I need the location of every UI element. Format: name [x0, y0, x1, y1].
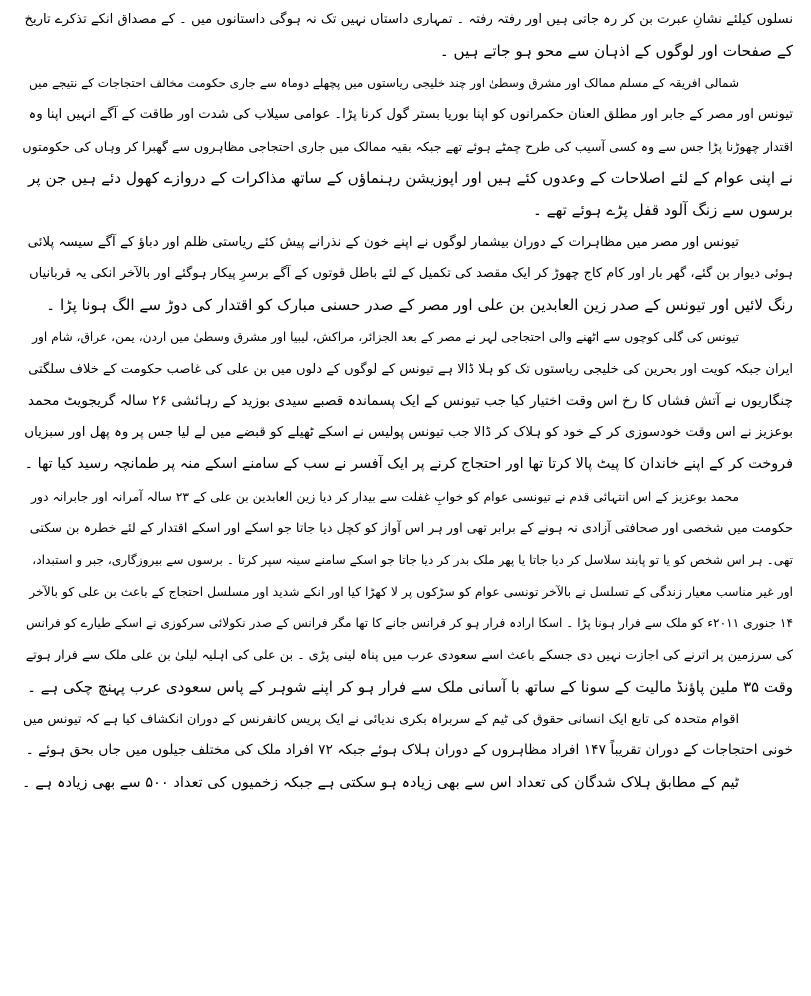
text-line: تیونس اور مصر میں مظاہرات کے دوران بیشمار لوگوں نے اپنے خون کے نذرانے پیش کئے ریاستی ظلم اور دباؤ کے آگے سیسہ پلائی	[27, 234, 739, 250]
text-line: حکومت میں شخصی اور صحافتی آزادی نہ ہونے کے برابر تھی اور ہر اس آواز کو کچل دیا جاتا جو اسکے اور اسکے اقتدار کے لئے خطرہ بن سکتی	[29, 520, 793, 536]
text-line: رنگ لائیں اور تیونس کے صدر زین العابدین بن علی اور مصر کے صدر حسنی مبارک کو اقتدار کی دوڑ سے الگ ہونا پڑا ۔	[46, 296, 793, 315]
text-line: نے اپنی عوام کے لئے اصلاحات کے وعدوں کئے ہیں اور اپوزیشن رہنماؤں کے ساتھ مذاکرات کے دروازے کھول دئے ہیں جن پر	[28, 168, 793, 187]
text-line: شمالی افریقہ کے مسلم ممالک اور مشرق وسطیٰ اور چند خلیجی ریاستوں میں پچھلے دوماہ سے جاری حکومت مخالف احتجاجات کے نتیجے میں	[29, 75, 739, 90]
text-line: وقت ۳۵ ملین پاؤنڈ مالیت کے سونا کے ساتھ با آسانی ملک سے فرار ہو کر اپنے شوہر کے پاس سعودی عرب پہنچ چکی ہے ۔	[27, 677, 793, 696]
text-line: محمد بوعزیز کے اس انتہائی قدم نے تیونسی عوام کو خوابِ غفلت سے بیدار کر دیا زین العابدین بن علی کے ۲۳ سالہ آمرانہ اور جابرانہ دور	[31, 488, 739, 504]
text-line: فروخت کر کے اپنے خاندان کا پیٹ پالا کرتا تھا اور احتجاج کرنے پر ایک آفسر نے سب کے سامنے اسکے منہ پر طمانچہ رسید کیا تھا ۔	[24, 456, 793, 473]
text-line: اقوام متحدہ کی تابع ایک انسانی حقوق کی ٹیم کے سربراہ بکری ندیائی نے ایک پریس کانفرنس کے دوران انکشاف کیا ہے کہ تیونس میں	[22, 711, 739, 727]
text-line: تھی۔ ہر اس شخص کو یا تو پابند سلاسل کر دیا جاتا یا پھر ملک بدر کر دیا جاتا جو اسکے سامنے سینہ سپر کرتا ۔ برسوں سے بیروزگاری، جبر و استبداد،	[32, 552, 793, 567]
text-line: خونی احتجاجات کے دوران تقریباً ۱۴۷ افراد مظاہروں کے دوران ہلاک ہوئے جبکہ ۷۲ افراد ملک کی مختلف جیلوں میں جاں بحق ہوئے ۔	[25, 742, 793, 759]
text-line: نسلوں کیلئے نشانِ عبرت بن کر رہ جاتی ہیں اور رفتہ رفتہ ۔ تمہاری داستاں نہیں تک نہ ہوگی داستانوں میں ۔ کے مصداق انکے تذکرے تاریخ	[24, 12, 793, 27]
text-line: ایران جبکہ کویت اور بحرین کی خلیجی ریاستوں تک کو ہلا ڈالا ہے تیونس کے لوگوں کے دلوں میں بن علی کی غاصب حکومت کے خلاف سلگتی	[28, 361, 793, 377]
text-line: کی سرزمین پر اترنے کی اجازت نہیں دی جسکے باعث اسے سعودی عرب میں پناہ لینی پڑی ۔ بن علی کی اہلیہ لیلیٰ بن علی ملک سے فرار ہوتے	[25, 647, 793, 663]
text-line: ٹیم کے مطابق ہلاک شدگان کی تعداد اس سے بھی زیادہ ہو سکتی ہے جبکہ زخمیوں کی تعداد ۵۰۰ سے بھی زیادہ ہے ۔	[22, 774, 739, 792]
text-line: چنگاریوں نے آتش فشاں کا رخ اس وقت اختیار کیا جب تیونس کے ایک پسماندہ قصبے سیدی بوزید کے رہائشی ۲۶ سالہ گریجویٹ محمد	[27, 392, 793, 409]
text-line: تیونس کی گلی کوچوں سے اٹھنے والی احتجاجی لہر نے مصر کے بعد الجزائر، مراکش، لیبیا اور مشرق وسطیٰ میں اردن، یمن، عراق، شام اور	[32, 329, 739, 344]
text-line: اور غیر مناسب معیار زندگی کے تسلسل نے بالآخر تونسی عوام کو سڑکوں پر لا کھڑا کیا اور انکے شدید اور مسلسل احتجاج کے باعث بن علی کو بالآخر	[29, 584, 793, 600]
text-line: بوعزیز نے اس وقت خودسوزی کر کے خود کو ہلاک کر ڈالا جب تیونس پولیس نے اسکے ٹھیلے کو قبضے میں لے لیا جس پر وہ پھل اور سبزیاں	[24, 425, 793, 441]
text-line: ہوئی دیوار بن گئے، گھر بار اور کام کاج چھوڑ کر ایک مقصد کی تکمیل کے لئے باطل قوتوں کے آگے برسرِ پیکار ہوگئے اور بالآخر انکی یہ قربانیاں	[29, 266, 793, 282]
text-line: اقتدار چھوڑنا پڑا جس سے وہ کسی آسیب کی طرح چمٹے ہوئے تھے جبکہ بقیہ ممالک میں جاری احتجاجی مظاہروں سے گھبرا کر وہاں کی حکومتوں	[22, 139, 793, 155]
text-line: برسوں سے زنگ آلود قفل پڑے ہوئے تھے ۔	[532, 200, 793, 219]
text-line: تیونس اور مصر کے جابر اور مطلق العنان حکمرانوں کو اپنا بوریا بستر گول کرنا پڑا۔ عوامی سیلاب کی شدت اور طاقت کے آگے انہیں اپنا وہ	[28, 107, 793, 123]
text-line: ۱۴ جنوری ۲۰۱۱ء کو ملک سے فرار ہونا پڑا ۔ اسکا ارادہ فرار ہو کر فرانس جانے کا تھا مگر فرانس کے صدر نکولائی سرکوزی نے اسکے طیارے کو فرانس	[25, 616, 793, 631]
text-line: کے صفحات اور لوگوں کے اذہان سے محو ہو جاتے ہیں ۔	[439, 41, 793, 60]
